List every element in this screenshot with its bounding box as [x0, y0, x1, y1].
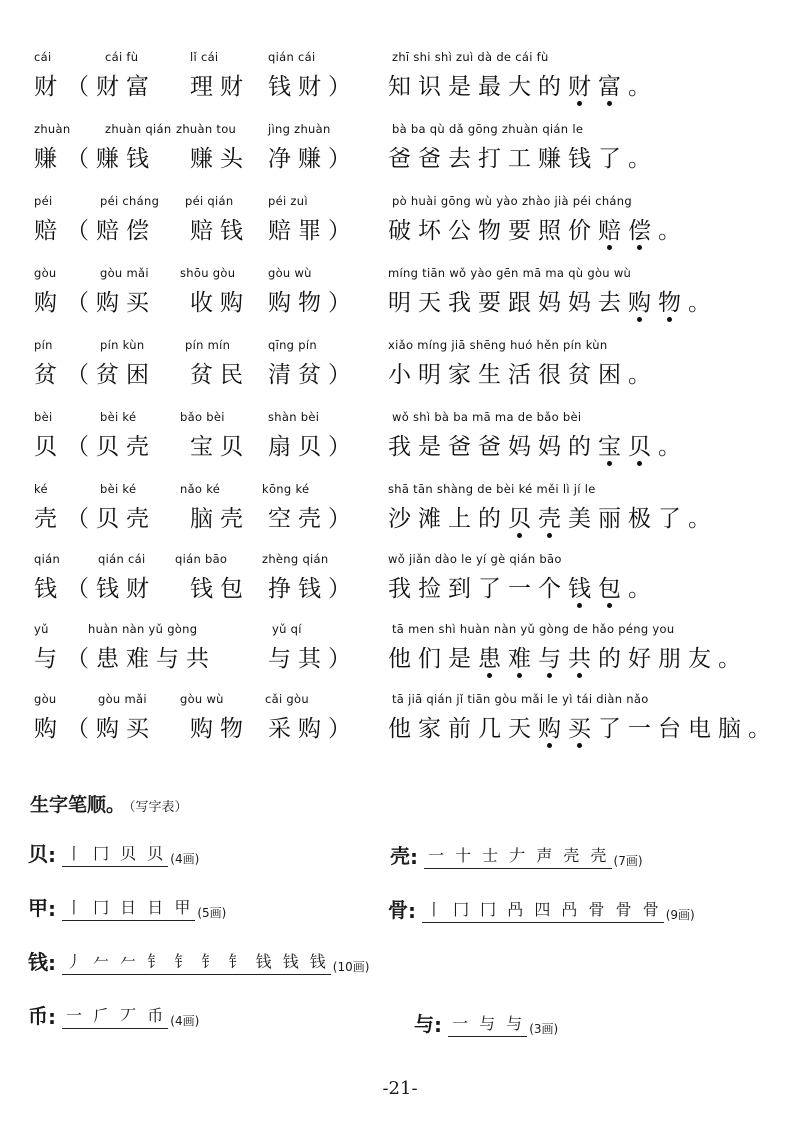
- sentence-char: 丽: [598, 506, 628, 532]
- vocab-row: [0, 122, 800, 194]
- stroke-sequence: 丨 冂 日 日 甲: [62, 895, 195, 921]
- head-char: 财: [34, 74, 64, 100]
- sentence-char: 活: [508, 362, 538, 388]
- stroke-order-item: [390, 840, 643, 874]
- sentence-char: 困: [598, 362, 628, 388]
- stroke-order-item: [28, 1000, 199, 1034]
- stroke-sequence: 一 与 与: [448, 1011, 527, 1037]
- word-1: （贝壳: [66, 506, 156, 532]
- sentence-char: 的: [538, 74, 568, 100]
- sentence-char: 。: [628, 74, 658, 100]
- sentence-char: 。: [688, 506, 718, 532]
- pinyin-head: qián: [34, 552, 61, 566]
- example-sentence: [388, 356, 658, 389]
- head-char: 赚: [34, 146, 64, 172]
- pinyin-word-3: zhèng qián: [262, 552, 329, 566]
- stroke-sequence: 一 𠂆 丆 币: [62, 1003, 168, 1029]
- sentence-char: 爸: [448, 434, 478, 460]
- pinyin-sentence: tā men shì huàn nàn yǔ gòng de hǎo péng you: [392, 622, 675, 636]
- pinyin-head: péi: [34, 194, 53, 208]
- sentence-char: 坏: [418, 218, 448, 244]
- pinyin-sentence: zhī shi shì zuì dà de cái fù: [392, 50, 549, 64]
- sentence-char: 。: [688, 290, 718, 316]
- vocab-row: [0, 338, 800, 410]
- vocab-row: [0, 482, 800, 554]
- word-3: 挣钱）: [268, 576, 358, 602]
- word-3: 净赚）: [268, 146, 358, 172]
- sentence-char: 公: [448, 218, 478, 244]
- pinyin-sentence: shā tān shàng de bèi ké měi lì jí le: [388, 482, 596, 496]
- sentence-char: 是: [448, 646, 478, 672]
- sentence-char: 脑: [718, 716, 748, 742]
- sentence-char: 财: [568, 74, 598, 100]
- vocab-row: [0, 194, 800, 266]
- word-3: 钱财）: [268, 74, 358, 100]
- sentence-char: 妈: [568, 290, 598, 316]
- sentence-char: 。: [718, 646, 748, 672]
- pinyin-word-3: gòu wù: [268, 266, 312, 280]
- pinyin-head: zhuàn: [34, 122, 71, 136]
- sentence-char: 家: [448, 362, 478, 388]
- word-1: （购买: [66, 290, 156, 316]
- pinyin-word-1: cái fù: [105, 50, 139, 64]
- sentence-char: 个: [538, 576, 568, 602]
- pinyin-word-3: cǎi gòu: [265, 692, 309, 706]
- sentence-char: 爸: [388, 146, 418, 172]
- sentence-char: 前: [448, 716, 478, 742]
- sentence-char: 的: [478, 506, 508, 532]
- sentence-char: 明: [388, 290, 418, 316]
- word-2: 脑壳: [190, 506, 250, 532]
- example-sentence: [388, 212, 688, 245]
- pinyin-sentence: xiǎo míng jiā shēng huó hěn pín kùn: [388, 338, 608, 352]
- sentence-char: 了: [478, 576, 508, 602]
- pinyin-word-1: gòu mǎi: [98, 692, 147, 706]
- stroke-order-item: [28, 892, 226, 926]
- pinyin-sentence: míng tiān wǒ yào gēn mā ma qù gòu wù: [388, 266, 632, 280]
- sentence-char: 难: [508, 646, 538, 672]
- head-char: 购: [34, 290, 64, 316]
- section-title-text: 生字笔顺。: [30, 794, 126, 816]
- sentence-char: 极: [628, 506, 658, 532]
- sentence-char: 破: [388, 218, 418, 244]
- pinyin-word-2: bǎo bèi: [180, 410, 225, 424]
- sentence-char: 包: [598, 576, 628, 602]
- page-number: -21-: [382, 1078, 418, 1099]
- pinyin-head: gòu: [34, 266, 57, 280]
- pinyin-word-3: kōng ké: [262, 482, 310, 496]
- sentence-char: 贝: [628, 434, 658, 460]
- pinyin-sentence: wǒ shì bà ba mā ma de bǎo bèi: [392, 410, 582, 424]
- pinyin-word-1: gòu mǎi: [100, 266, 149, 280]
- sentence-char: 购: [628, 290, 658, 316]
- vocab-row: [0, 266, 800, 338]
- word-1: （财富: [66, 74, 156, 100]
- vocab-row: [0, 692, 800, 764]
- word-2: 收购: [190, 290, 250, 316]
- pinyin-word-1: qián cái: [98, 552, 146, 566]
- example-sentence: [388, 140, 658, 173]
- sentence-char: 生: [478, 362, 508, 388]
- sentence-char: 。: [658, 434, 688, 460]
- sentence-char: 大: [508, 74, 538, 100]
- stroke-order-item: [388, 894, 695, 928]
- sentence-char: 价: [568, 218, 598, 244]
- sentence-char: 贝: [508, 506, 538, 532]
- stroke-count: (9画): [665, 908, 695, 922]
- example-sentence: [388, 68, 658, 101]
- sentence-char: 天: [418, 290, 448, 316]
- stroke-count: (5画): [197, 906, 227, 920]
- sentence-char: 要: [508, 218, 538, 244]
- sentence-char: 沙: [388, 506, 418, 532]
- pinyin-head: pín: [34, 338, 53, 352]
- sentence-char: 最: [478, 74, 508, 100]
- sentence-char: 了: [598, 716, 628, 742]
- sentence-char: 。: [628, 362, 658, 388]
- head-char: 钱: [34, 576, 64, 602]
- example-sentence: [388, 428, 688, 461]
- vocab-row: [0, 50, 800, 122]
- stroke-sequence: 丨 冂 贝 贝: [62, 841, 168, 867]
- word-3: 扇贝）: [268, 434, 358, 460]
- sentence-char: 壳: [538, 506, 568, 532]
- sentence-char: 天: [508, 716, 538, 742]
- pinyin-sentence: bà ba qù dǎ gōng zhuàn qián le: [392, 122, 584, 136]
- sentence-char: 。: [658, 218, 688, 244]
- word-3: 赔罪）: [268, 218, 358, 244]
- pinyin-head: yǔ: [34, 622, 49, 636]
- sentence-char: 物: [658, 290, 688, 316]
- vocab-row: [0, 622, 800, 694]
- head-char: 购: [34, 716, 64, 742]
- pinyin-head: gòu: [34, 692, 57, 706]
- pinyin-word-3: qián cái: [268, 50, 316, 64]
- sentence-char: 。: [748, 716, 778, 742]
- sentence-char: 到: [448, 576, 478, 602]
- sentence-char: 。: [628, 576, 658, 602]
- word-2: 购物: [190, 716, 250, 742]
- sentence-char: 钱: [568, 576, 598, 602]
- head-char: 壳: [34, 506, 64, 532]
- pinyin-word-1: péi cháng: [100, 194, 160, 208]
- sentence-char: 电: [688, 716, 718, 742]
- head-char: 贝: [34, 434, 64, 460]
- colon: :: [408, 899, 416, 923]
- sentence-char: 工: [508, 146, 538, 172]
- colon: :: [48, 843, 56, 867]
- sentence-char: 是: [448, 74, 478, 100]
- pinyin-word-1: zhuàn qián: [105, 122, 172, 136]
- colon: :: [410, 845, 418, 869]
- word-3: 购物）: [268, 290, 358, 316]
- stroke-sequence: 丨 冂 冂 冎 四 冎 骨 骨 骨: [422, 897, 664, 923]
- sentence-char: 物: [478, 218, 508, 244]
- stroke-count: (4画): [170, 852, 200, 866]
- pinyin-head: ké: [34, 482, 48, 496]
- pinyin-word-1: pín kùn: [100, 338, 145, 352]
- pinyin-word-2: nǎo ké: [180, 482, 221, 496]
- sentence-char: 买: [568, 716, 598, 742]
- pinyin-word-3: jìng zhuàn: [268, 122, 331, 136]
- pinyin-word-3: qīng pín: [268, 338, 317, 352]
- sentence-char: 富: [598, 74, 628, 100]
- word-1: （赚钱: [66, 146, 156, 172]
- head-char: 贫: [34, 362, 64, 388]
- sentence-char: 偿: [628, 218, 658, 244]
- word-1: （赔偿: [66, 218, 156, 244]
- sentence-char: 滩: [418, 506, 448, 532]
- example-sentence: [388, 640, 748, 673]
- colon: :: [48, 951, 56, 975]
- sentence-char: 患: [478, 646, 508, 672]
- pinyin-word-2: qián bāo: [175, 552, 228, 566]
- word-2: 钱包: [190, 576, 250, 602]
- sentence-char: 是: [418, 434, 448, 460]
- colon: :: [48, 897, 56, 921]
- word-1: （购买: [66, 716, 156, 742]
- sentence-char: 们: [418, 646, 448, 672]
- sentence-char: 朋: [658, 646, 688, 672]
- pinyin-word-2: lǐ cái: [190, 50, 219, 64]
- sentence-char: 我: [388, 434, 418, 460]
- sentence-char: 明: [418, 362, 448, 388]
- sentence-char: 要: [478, 290, 508, 316]
- word-2: 赔钱: [190, 218, 250, 244]
- sentence-char: 的: [568, 434, 598, 460]
- word-1: （贫困: [66, 362, 156, 388]
- stroke-char: 与: [414, 1012, 434, 1036]
- sentence-char: 赚: [538, 146, 568, 172]
- sentence-char: 贫: [568, 362, 598, 388]
- word-3: 清贫）: [268, 362, 358, 388]
- sentence-char: 知: [388, 74, 418, 100]
- word-3: 空壳）: [268, 506, 358, 532]
- pinyin-word-2: shōu gòu: [180, 266, 236, 280]
- sentence-char: 他: [388, 646, 418, 672]
- word-3: 与其）: [268, 646, 358, 672]
- sentence-char: 去: [448, 146, 478, 172]
- sentence-char: 捡: [418, 576, 448, 602]
- stroke-count: (10画): [332, 960, 370, 974]
- sentence-char: 赔: [598, 218, 628, 244]
- pinyin-head: bèi: [34, 410, 53, 424]
- sentence-char: 爸: [478, 434, 508, 460]
- sentence-char: 台: [658, 716, 688, 742]
- stroke-count: (3画): [529, 1022, 559, 1036]
- stroke-sequence: 一 十 士 𠂇 声 壳 壳: [424, 843, 612, 869]
- example-sentence: [388, 570, 658, 603]
- section-subtitle: （写字表）: [129, 800, 188, 815]
- sentence-char: 去: [598, 290, 628, 316]
- word-1: （贝壳: [66, 434, 156, 460]
- sentence-char: 友: [688, 646, 718, 672]
- head-char: 赔: [34, 218, 64, 244]
- sentence-char: 的: [598, 646, 628, 672]
- pinyin-word-1: bèi ké: [100, 482, 137, 496]
- word-2: 贫民: [190, 362, 250, 388]
- stroke-char: 壳: [390, 844, 410, 868]
- sentence-char: 他: [388, 716, 418, 742]
- sentence-char: 识: [418, 74, 448, 100]
- sentence-char: 跟: [508, 290, 538, 316]
- sentence-char: 宝: [598, 434, 628, 460]
- pinyin-word-3: yǔ qí: [272, 622, 302, 636]
- stroke-count: (7画): [613, 854, 643, 868]
- stroke-char: 骨: [388, 898, 408, 922]
- word-2: 赚头: [190, 146, 250, 172]
- sentence-char: 妈: [538, 290, 568, 316]
- sentence-char: 小: [388, 362, 418, 388]
- stroke-char: 贝: [28, 842, 48, 866]
- sentence-char: 购: [538, 716, 568, 742]
- stroke-char: 甲: [28, 896, 48, 920]
- pinyin-word-1: huàn nàn yǔ gòng: [88, 622, 198, 636]
- stroke-order-item: [414, 1008, 558, 1042]
- sentence-char: 美: [568, 506, 598, 532]
- sentence-char: 打: [478, 146, 508, 172]
- pinyin-word-2: pín mín: [185, 338, 231, 352]
- vocab-row: [0, 410, 800, 482]
- pinyin-word-3: péi zuì: [268, 194, 308, 208]
- sentence-char: 妈: [538, 434, 568, 460]
- sentence-char: 几: [478, 716, 508, 742]
- sentence-char: 很: [538, 362, 568, 388]
- colon: :: [48, 1005, 56, 1029]
- vocab-row: [0, 552, 800, 624]
- example-sentence: [388, 710, 778, 743]
- pinyin-sentence: tā jiā qián jǐ tiān gòu mǎi le yì tái diàn nǎo: [392, 692, 649, 706]
- sentence-char: 照: [538, 218, 568, 244]
- pinyin-word-2: zhuàn tou: [176, 122, 237, 136]
- word-3: 采购）: [268, 716, 358, 742]
- sentence-char: 一: [628, 716, 658, 742]
- sentence-char: 了: [658, 506, 688, 532]
- stroke-order-item: [28, 946, 369, 980]
- stroke-char: 币: [28, 1004, 48, 1028]
- sentence-char: 。: [628, 146, 658, 172]
- stroke-char: 钱: [28, 950, 48, 974]
- sentence-char: 与: [538, 646, 568, 672]
- sentence-char: 一: [508, 576, 538, 602]
- word-2: 宝贝: [190, 434, 250, 460]
- sentence-char: 我: [448, 290, 478, 316]
- word-1: （患难与共: [66, 646, 216, 672]
- pinyin-sentence: pò huài gōng wù yào zhào jià péi cháng: [392, 194, 632, 208]
- sentence-char: 钱: [568, 146, 598, 172]
- sentence-char: 家: [418, 716, 448, 742]
- pinyin-head: cái: [34, 50, 52, 64]
- pinyin-word-2: péi qián: [185, 194, 234, 208]
- sentence-char: 共: [568, 646, 598, 672]
- pinyin-word-1: bèi ké: [100, 410, 137, 424]
- pinyin-sentence: wǒ jiǎn dào le yí gè qián bāo: [388, 552, 562, 566]
- word-1: （钱财: [66, 576, 156, 602]
- stroke-count: (4画): [170, 1014, 200, 1028]
- word-2: 理财: [190, 74, 250, 100]
- pinyin-word-2: gòu wù: [180, 692, 224, 706]
- sentence-char: 爸: [418, 146, 448, 172]
- sentence-char: 了: [598, 146, 628, 172]
- section-title: [30, 790, 188, 817]
- head-char: 与: [34, 646, 64, 672]
- stroke-order-item: [28, 838, 199, 872]
- sentence-char: 妈: [508, 434, 538, 460]
- example-sentence: [388, 284, 718, 317]
- example-sentence: [388, 500, 718, 533]
- sentence-char: 我: [388, 576, 418, 602]
- pinyin-word-3: shàn bèi: [268, 410, 320, 424]
- stroke-sequence: 丿 𠂉 𠂉 钅 钅 钅 钅 钱 钱 钱: [62, 949, 331, 975]
- sentence-char: 上: [448, 506, 478, 532]
- sentence-char: 好: [628, 646, 658, 672]
- colon: :: [434, 1013, 442, 1037]
